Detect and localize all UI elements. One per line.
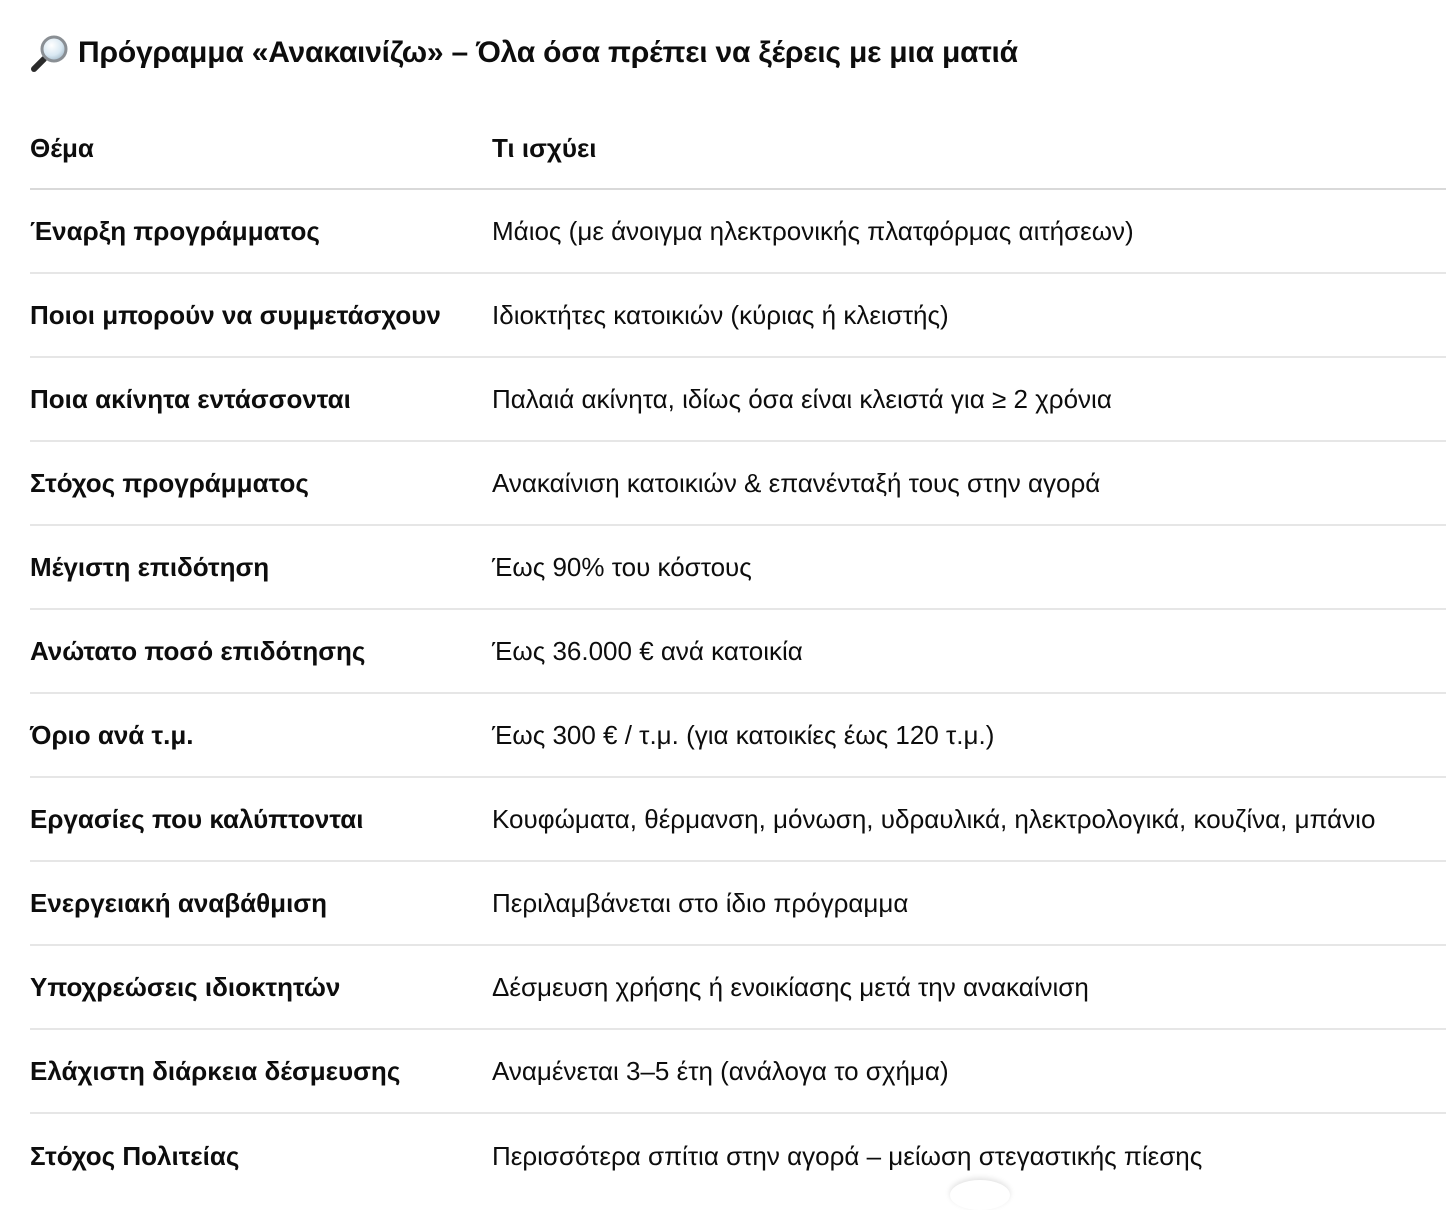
row-value: Αναμένεται 3–5 έτη (ανάλογα το σχήμα) [492,1055,949,1086]
table-row [30,358,1446,442]
info-table [30,108,1446,1198]
table-row [30,862,1446,946]
row-topic: Στόχος Πολιτείας [30,1140,240,1171]
row-topic: Έναρξη προγράμματος [30,215,320,246]
table-row [30,442,1446,526]
table-row [30,610,1446,694]
table-row [30,526,1446,610]
row-topic: Ποια ακίνητα εντάσσονται [30,383,351,414]
row-topic: Ελάχιστη διάρκεια δέσμευσης [30,1055,401,1086]
row-value: Μάιος (με άνοιγμα ηλεκτρονικής πλατφόρμας αιτήσεων) [492,215,1134,246]
row-topic: Υποχρεώσεις ιδιοκτητών [30,971,341,1002]
row-value: Περιλαμβάνεται στο ίδιο πρόγραμμα [492,887,909,918]
row-topic: Ανώτατο ποσό επιδότησης [30,635,366,666]
table-row [30,274,1446,358]
table-row [30,1114,1446,1198]
scroll-to-bottom-button[interactable] [950,1180,1010,1210]
row-value: Δέσμευση χρήσης ή ενοικίασης μετά την ανακαίνιση [492,971,1089,1002]
page-title-text: Πρόγραμμα «Ανακαινίζω» – Όλα όσα πρέπει να ξέρεις με μια ματιά [78,36,1018,69]
row-topic: Εργασίες που καλύπτονται [30,803,364,834]
table-row [30,1030,1446,1114]
column-header-value: Τι ισχύει [492,132,597,163]
column-header-topic: Θέμα [30,132,94,163]
table-header-row [30,108,1446,190]
row-value: Ιδιοκτήτες κατοικιών (κύριας ή κλειστής) [492,299,949,330]
row-topic: Στόχος προγράμματος [30,467,309,498]
row-value: Έως 90% του κόστους [492,551,752,582]
row-value: Περισσότερα σπίτια στην αγορά – μείωση στεγαστικής πίεσης [492,1140,1203,1171]
row-topic: Ποιοι μπορούν να συμμετάσχουν [30,299,441,330]
row-topic: Όριο ανά τ.μ. [30,719,194,750]
row-value: Κουφώματα, θέρμανση, μόνωση, υδραυλικά, ηλεκτρολογικά, κουζίνα, μπάνιο [492,803,1376,834]
table-row [30,190,1446,274]
table-row [30,778,1446,862]
row-value: Παλαιά ακίνητα, ιδίως όσα είναι κλειστά για ≥ 2 χρόνια [492,383,1112,414]
row-value: Έως 36.000 € ανά κατοικία [492,635,803,666]
magnifying-glass-icon [30,33,70,73]
table-row [30,694,1446,778]
page-title [30,30,1018,76]
row-value: Έως 300 € / τ.μ. (για κατοικίες έως 120 τ.μ.) [492,719,995,750]
row-topic: Μέγιστη επιδότηση [30,551,270,582]
table-row [30,946,1446,1030]
row-topic: Ενεργειακή αναβάθμιση [30,887,327,918]
row-value: Ανακαίνιση κατοικιών & επανένταξή τους στην αγορά [492,467,1101,498]
